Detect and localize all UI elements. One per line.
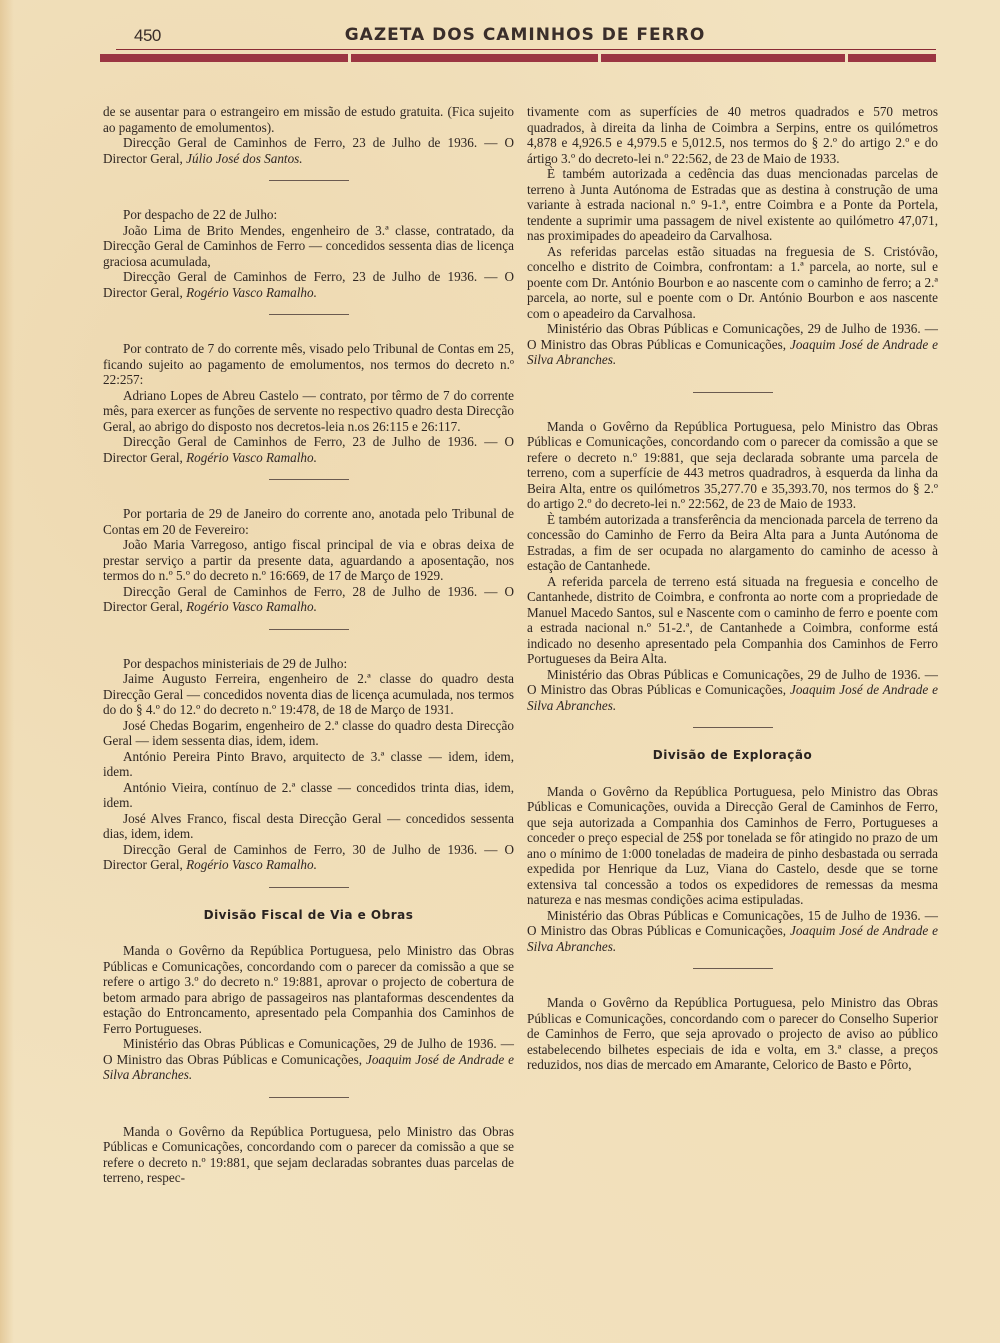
signature-text: Ministério das Obras Públicas e Comunicações, 29 de Julho de 1936. — O Ministro das Obras Públicas e Comunicações,	[527, 666, 938, 697]
article-block	[103, 1124, 514, 1186]
header-rule-break	[845, 53, 848, 63]
signatory: Joaquim José de Andrade e Silva Abranches.	[527, 682, 938, 713]
article-block	[103, 207, 514, 300]
signature-paragraph	[527, 321, 938, 368]
paragraph: João Maria Varregoso, antigo fiscal principal de via e obras deixa de prestar serviço a partir da presente data, aguardando a aposentação, nos termos do n.º 5.º do decreto n.º 16:669, de 17 de Março de 1929.	[103, 537, 514, 583]
separator-rule	[269, 887, 349, 888]
separator-rule	[269, 180, 349, 181]
separator-rule	[269, 314, 349, 315]
paragraph: José Chedas Bogarim, engenheiro de 2.ª classe do quadro desta Direcção Geral — idem sessenta dias, idem, idem.	[103, 717, 514, 748]
paragraph: Manda o Govêrno da República Portuguesa, pelo Ministro das Obras Públicas e Comunicações, concordando com o parecer do Conselho Superior de Caminhos de Ferro, que seja aprovado o projecto de aviso ao público estabelecendo bilhetes especiais de ida e volta, em 3.ª classe, a preços reduzidos, nos dias de mercado em Amarante, Celorico de Basto e Pôrto,	[527, 995, 938, 1072]
section-heading: Divisão de Exploração	[652, 748, 813, 762]
signatory: Joaquim José de Andrade e Silva Abranches.	[527, 336, 938, 367]
paragraph: As referidas parcelas estão situadas na freguesia de S. Cristóvão, concelho e distrito de Coimbra, confrontam: a 1.ª parcela, ao norte, sul e poente com Dr. António Bourbon e ao nascente com o caminho de ferro; a 2.ª parcela, ao norte, sul e poente com o Dr. António Bourbon e aos nascente com o apeadeiro da Carvalhosa.	[527, 243, 938, 321]
article-block	[103, 341, 514, 465]
article-block	[103, 104, 514, 166]
paragraph-intro: Por portaria de 29 de Janeiro do corrente ano, anotada pelo Tribunal de Contas em 20 de Fevereiro:	[103, 506, 514, 537]
signature-paragraph	[103, 434, 514, 465]
page-edge-shadow	[0, 0, 14, 1343]
signature-paragraph	[103, 842, 514, 873]
paragraph: Manda o Govêrno da República Portuguesa, pelo Ministro das Obras Públicas e Comunicações, concordando com o parecer da comissão a que se refere o decreto n.º 19:881, que seja declarada sobrante uma parcela de terreno, com a superfície de 443 metros quadradros, à esquerda da linha da Beira Alta, entre os quilómetros 35,277.70 e 35,393.70, nos termos do § 2.º do artigo 2.º do decreto-lei n.º 22:562, de 23 de Maio de 1933.	[527, 418, 938, 511]
signature-paragraph	[527, 667, 938, 714]
signature-paragraph	[527, 908, 938, 955]
signature-paragraph	[103, 269, 514, 300]
article-block	[527, 419, 938, 714]
paragraph: António Pereira Pinto Bravo, arquitecto de 3.ª classe — idem, idem, idem.	[103, 748, 514, 779]
signature-paragraph	[103, 584, 514, 615]
separator-rule	[269, 629, 349, 630]
signatory: Rogério Vasco Ramalho.	[186, 284, 317, 300]
signatory: Rogério Vasco Ramalho.	[186, 857, 317, 872]
signatory: Joaquim José de Andrade e Silva Abranches.	[527, 923, 938, 954]
paragraph: António Vieira, contínuo de 2.ª classe — concedidos trinta dias, idem, idem.	[103, 779, 514, 810]
paragraph: È também autorizada a cedência das duas mencionadas parcelas de terreno à Junta Autónoma de Estradas que as destina à construção de uma variante à estrada nacional n.º 9-1.ª, entre Coimbra e a Ponte da Portela, tendente a suprimir uma passagem de nivel existente ao quilómetro 47,071, nas proximipades do apeadeiro da Carvalhosa.	[527, 166, 938, 243]
signature-text: Ministério das Obras Públicas e Comunicações, 15 de Julho de 1936. — O Ministro das Obras Públicas e Comunicações,	[527, 907, 938, 938]
signature-text: Direcção Geral de Caminhos de Ferro, 23 de Julho de 1936. — O Director Geral,	[103, 434, 514, 465]
page-header	[100, 22, 936, 46]
signatory: Júlio José dos Santos.	[186, 150, 303, 166]
header-rule-break	[598, 53, 601, 63]
header-rule-break	[348, 53, 351, 63]
right-column	[527, 104, 938, 1073]
paragraph-intro: Por despachos ministeriais de 29 de Julho:	[123, 655, 348, 671]
paragraph: A referida parcela de terreno está situada na freguesia e concelho de Cantanhede, distrito de Coimbra, e confronta ao norte com a propriedade de Manuel Macedo Santos, sul e Nascente com o caminho de ferro e poente com a estrada nacional n.º 51-2.ª, de Cantanhede a Coimbra, conforme está indicado no desenho apresentado pela Companhia dos Caminhos de Ferro Portugueses da Beira Alta.	[527, 573, 938, 666]
header-rule-thin	[116, 49, 936, 50]
paragraph-intro: Por despacho de 22 de Julho:	[123, 207, 278, 222]
article-block	[527, 995, 938, 1073]
page-number: 450	[134, 26, 161, 45]
article-block	[527, 784, 938, 955]
signatory: Joaquim José de Andrade e Silva Abranches.	[103, 1051, 514, 1082]
signature-text: Direcção Geral de Caminhos de Ferro, 28 de Julho de 1936. — O Director Geral,	[103, 583, 514, 614]
header-rule-thick	[100, 54, 936, 62]
paragraph: tivamente com as superfícies de 40 metros quadrados e 570 metros quadrados, à direita da linha de Coimbra a Serpins, entre os quilómetros 4,878 e 4,926.5 e 4,979.5 e 5,012.5, nos termos do § 2.º do artigo 2.º e do ártigo 3.º do decreto-lei n.º 22:562, de 23 de Maio de 1933.	[527, 104, 938, 166]
signature-paragraph	[103, 135, 514, 166]
signatory: Rogério Vasco Ramalho.	[186, 599, 317, 614]
paragraph: de se ausentar para o estrangeiro em missão de estudo gratuita. (Fica sujeito ao pagamento de emolumentos).	[103, 104, 514, 135]
left-column	[103, 104, 514, 1186]
separator-rule	[693, 392, 773, 393]
paragraph: João Lima de Brito Mendes, engenheiro de 3.ª classe, contratado, da Direcção Geral de Caminhos de Ferro — concedidos sessenta dias de licença graciosa acumulada,	[103, 222, 514, 269]
signature-text: Ministério das Obras Públicas e Comunicações, 29 de Julho de 1936. — O Ministro das Obras Públicas e Comunicações,	[103, 1036, 514, 1067]
paragraph: È também autorizada a transferência da mencionada parcela de terreno da concessão do Caminho de Ferro da Beira Alta para a Junta Autónoma de Estradas, a fim de ser ocupada no alargamento do caminho de acesso à estação de Cantanhede.	[527, 511, 938, 573]
article-block	[527, 104, 938, 368]
signature-text: Direcção Geral de Caminhos de Ferro, 23 de Julho de 1936. — O Director Geral,	[103, 269, 514, 300]
paragraph: Manda o Govêrno da República Portuguesa, pelo Ministro das Obras Públicas e Comunicações, concordando com o parecer da comissão a que se refere o artigo 3.º do decreto n.º 19:881, aprovar o projecto de cobertura de betom armado para abrigo de passageiros nas plantaformas descendentes da estação do Entroncamento, apresentado pela Companhia dos Caminhos de Ferro Portugueses.	[103, 943, 514, 1036]
publication-title: GAZETA DOS CAMINHOS DE FERRO	[344, 25, 706, 45]
separator-rule	[269, 479, 349, 480]
paragraph: Manda o Govêrno da República Portuguesa, pelo Ministro das Obras Públicas e Comunicações, ouvida a Direcção Geral de Caminhos de Ferro, que seja autorizada a Companhia dos Caminhos de Ferro, Portugueses a conceder o preço especial de 25$ por tonelada se fôr atingido no prazo de um ano o mínimo de 1:000 toneladas de madeira de pinho desbastada ou serrada expedida por Henrique da Luz, Viana do Castelo, desde que se torne extensiva tal concessão a todos os expedidores de remessas da mesma natureza e nas mesmas condições acima estipuladas.	[527, 783, 938, 907]
paragraph: José Alves Franco, fiscal desta Direcção Geral — concedidos sessenta dias, idem, idem.	[103, 810, 514, 841]
paragraph: Adriano Lopes de Abreu Castelo — contrato, por têrmo de 7 do corrente mês, para exercer as funções de servente no respectivo quadro desta Direcção Geral, ao abrigo do disposto nos decretos-leia n.os 26:115 e 26:117.	[103, 387, 514, 434]
separator-rule	[693, 727, 773, 728]
article-block	[103, 656, 514, 873]
signature-text: Direcção Geral de Caminhos de Ferro, 30 de Julho de 1936. — O Director Geral,	[103, 841, 514, 872]
paragraph: Manda o Govêrno da República Portuguesa, pelo Ministro das Obras Públicas e Comunicações, concordando com o parecer da comissão a que se refere o decreto n.º 19:881, que sejam declaradas sobrantes duas parcelas de terreno, respec-	[103, 1123, 514, 1185]
paragraph: Jaime Augusto Ferreira, engenheiro de 2.ª classe do quadro desta Direcção Geral — concedidos noventa dias de licença acumulada, nos termos do do § 4.º do 12.º do decreto n.º 19:478, de 18 de Março de 1931.	[103, 671, 514, 717]
signature-paragraph	[103, 1036, 514, 1083]
separator-rule	[693, 968, 773, 969]
section-heading: Divisão Fiscal de Via e Obras	[203, 907, 414, 922]
signature-text: Direcção Geral de Caminhos de Ferro, 23 de Julho de 1936. — O Director Geral,	[103, 135, 514, 166]
article-block	[103, 943, 514, 1083]
separator-rule	[269, 1097, 349, 1098]
paragraph-intro: Por contrato de 7 do corrente mês, visado pelo Tribunal de Contas em 25, ficando sujeito ao pagamento de emolumentos, nos termos do decreto n.º 22:257:	[103, 341, 514, 387]
signature-text: Ministério das Obras Públicas e Comunicações, 29 de Julho de 1936. — O Ministro das Obras Públicas e Comunicações,	[527, 321, 938, 352]
signatory: Rogério Vasco Ramalho.	[186, 449, 317, 465]
article-block	[103, 506, 514, 615]
